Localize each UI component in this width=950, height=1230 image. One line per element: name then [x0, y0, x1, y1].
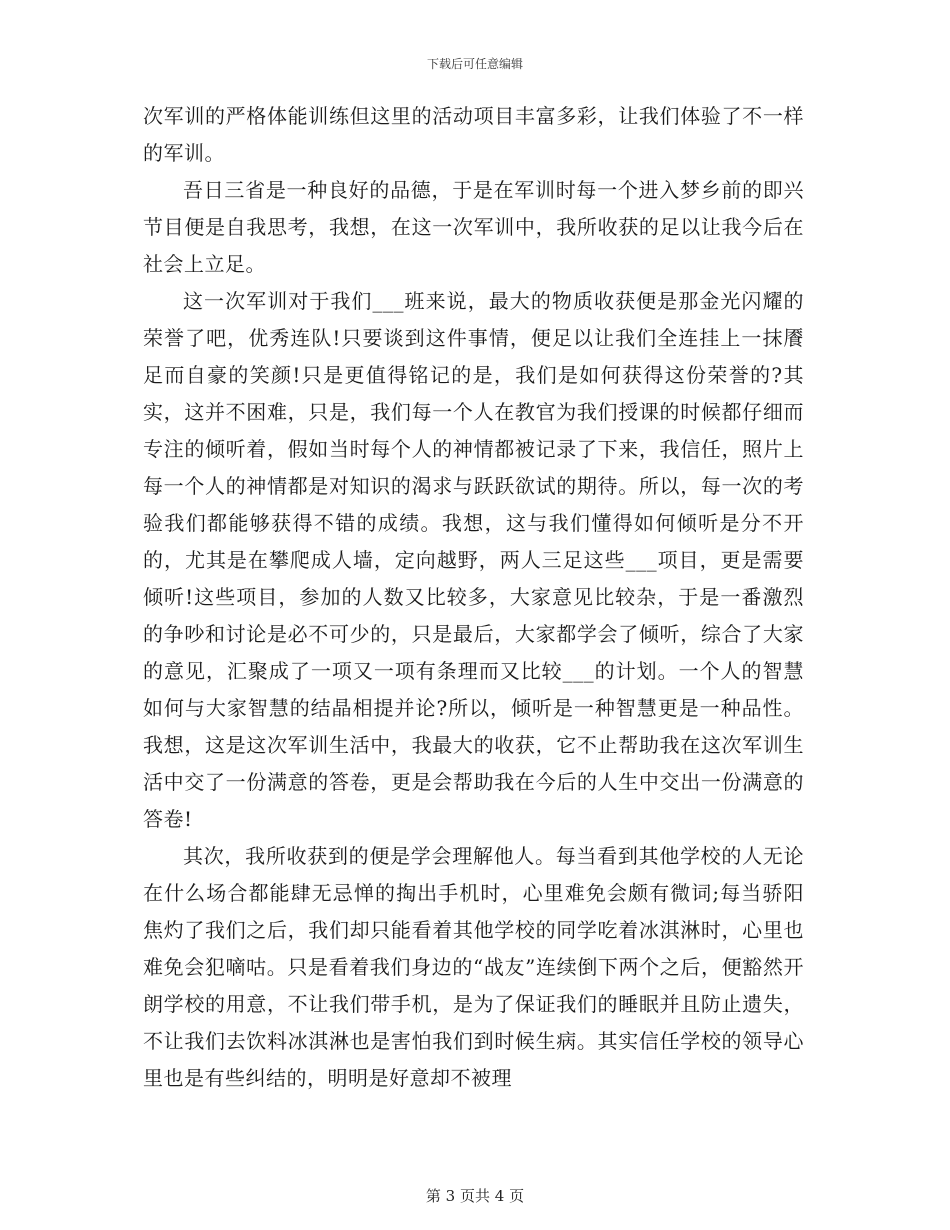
- page-header: 下载后可任意编辑: [426, 57, 523, 71]
- document-body: [143, 98, 804, 1097]
- paragraph-1: 次军训的严格体能训练但这里的活动项目丰富多彩，让我们体验了不一样的军训。: [143, 104, 804, 165]
- page-number: 第 3 页共 4 页: [425, 1187, 525, 1205]
- paragraph-2: 吾日三省是一种良好的品德，于是在军训时每一个进入梦乡前的即兴节目便是自我思考，我想，在这一次军训中，我所收获的足以让我今后在社会上立足。: [143, 178, 804, 276]
- paragraph-4: 其次，我所收获到的便是学会理解他人。每当看到其他学校的人无论在什么场合都能肆无忌惮的掏出手机时，心里难免会颇有微词;每当骄阳焦灼了我们之后，我们却只能看着其他学校的同学吃着冰淇淋时，心里也难免会犯嘀咕。只是看着我们身边的“战友”连续倒下两个之后，便豁然开朗学校的用意，不让我们带手机，是为了保证我们的睡眠并且防止遗失，不让我们去饮料冰淇淋也是害怕我们到时候生病。其实信任学校的领导心里也是有些纠结的，明明是好意却不被理: [143, 844, 804, 1090]
- paragraph-3: 这一次军训对于我们___班来说，最大的物质收获便是那金光闪耀的荣誉了吧，优秀连队!只要谈到这件事情，便足以让我们全连挂上一抹餍足而自豪的笑颜!只是更值得铭记的是，我们是如何获得这份荣誉的?其实，这并不困难，只是，我们每一个人在教官为我们授课的时候都仔细而专注的倾听着，假如当时每个人的神情都被记录了下来，我信任，照片上每一个人的神情都是对知识的渴求与跃跃欲试的期待。所以，每一次的考验我们都能够获得不错的成绩。我想，这与我们懂得如何倾听是分不开的，尤其是在攀爬成人墙，定向越野，两人三足这些___项目，更是需要倾听!这些项目，参加的人数又比较多，大家意见比较杂，于是一番激烈的争吵和讨论是必不可少的，只是最后，大家都学会了倾听，综合了大家的意见，汇聚成了一项又一项有条理而又比较___的计划。一个人的智慧如何与大家智慧的结晶相提并论?所以，倾听是一种智慧更是一种品性。我想，这是这次军训生活中，我最大的收获，它不止帮助我在这次军训生活中交了一份满意的答卷，更是会帮助我在今后的人生中交出一份满意的答卷!: [143, 289, 804, 831]
